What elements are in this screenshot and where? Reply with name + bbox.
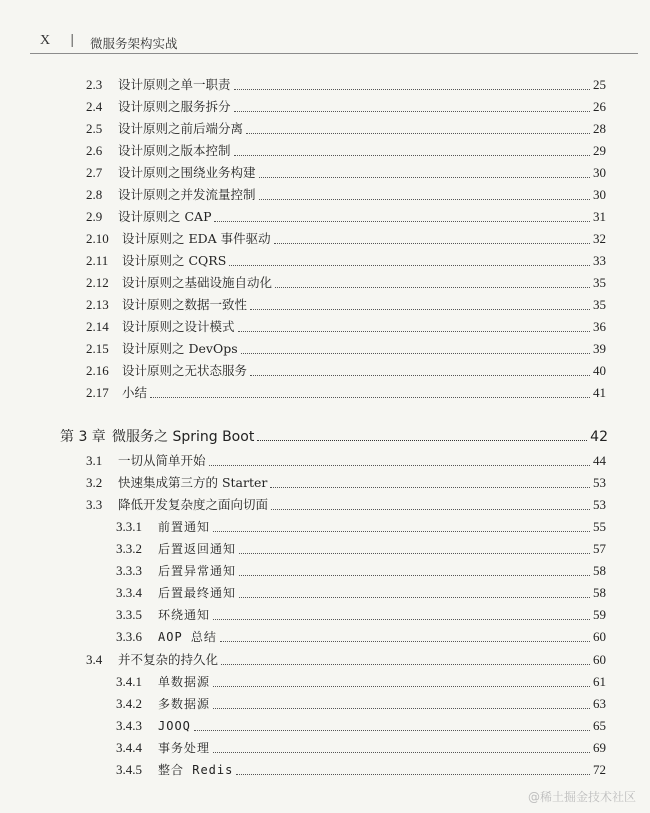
dot-leader: [241, 352, 590, 354]
entry-number: 3.4.3: [116, 718, 142, 733]
entry-page: 32: [593, 231, 606, 246]
entry-title: 并不复杂的持久化: [118, 652, 219, 667]
toc-subentry[interactable]: [116, 605, 606, 625]
dot-leader: [246, 132, 590, 134]
entry-number: 2.4: [86, 99, 103, 114]
toc-entry[interactable]: [86, 273, 606, 293]
toc-entry[interactable]: [86, 75, 606, 95]
entry-title: 后置异常通知: [158, 564, 237, 578]
toc-entry[interactable]: [86, 473, 606, 493]
entry-number: 3.2: [86, 475, 103, 490]
dot-leader: [213, 530, 590, 532]
dot-leader: [250, 374, 590, 376]
toc-entry[interactable]: [86, 495, 606, 515]
header-separator: |: [70, 33, 75, 48]
entry-number: 2.16: [86, 363, 109, 378]
dot-leader: [239, 596, 590, 598]
entry-title: 事务处理: [158, 741, 211, 755]
toc-subentry[interactable]: [116, 694, 606, 714]
dot-leader: [213, 618, 590, 620]
entry-number: 2.12: [86, 275, 109, 290]
dot-leader: [238, 330, 590, 332]
toc-entry[interactable]: [86, 163, 606, 183]
entry-page: 35: [593, 297, 606, 312]
entry-number: 3.3: [86, 497, 103, 512]
dot-leader: [239, 552, 590, 554]
entry-page: 26: [593, 99, 606, 114]
entry-number: 3.3.1: [116, 519, 142, 534]
page-number: X: [40, 33, 51, 48]
entry-page: 39: [593, 341, 606, 356]
entry-number: 3.4: [86, 652, 103, 667]
entry-number: 2.11: [86, 253, 109, 268]
entry-number: 3.3.4: [116, 585, 142, 600]
entry-page: 55: [593, 519, 606, 534]
entry-page: 59: [593, 607, 606, 622]
entry-number: 3.3.2: [116, 541, 142, 556]
dot-leader: [271, 508, 590, 510]
dot-leader: [259, 198, 590, 200]
entry-title: 设计原则之并发流量控制: [118, 187, 256, 202]
chapter-page: 42: [590, 429, 608, 445]
entry-page: 40: [593, 363, 606, 378]
dot-leader: [257, 439, 587, 441]
entry-number: 3.4.2: [116, 696, 142, 711]
toc-entry[interactable]: [86, 119, 606, 139]
dot-leader: [234, 154, 590, 156]
dot-leader: [259, 176, 590, 178]
entry-title: 设计原则之版本控制: [118, 143, 231, 158]
entry-page: 65: [593, 718, 606, 733]
entry-title: 设计原则之前后端分离: [118, 121, 244, 136]
entry-title: 设计原则之 CQRS: [122, 253, 227, 268]
entry-page: 30: [593, 165, 606, 180]
entry-title: 设计原则之围绕业务构建: [118, 165, 256, 180]
toc-entry[interactable]: [86, 185, 606, 205]
entry-number: 2.3: [86, 77, 103, 92]
entry-page: 57: [593, 541, 606, 556]
dot-leader: [274, 242, 590, 244]
dot-leader: [275, 286, 590, 288]
toc-subentry[interactable]: [116, 716, 606, 736]
dot-leader: [239, 574, 590, 576]
entry-title: 设计原则之 DevOps: [122, 341, 238, 356]
toc-entry[interactable]: [86, 383, 606, 403]
toc-subentry[interactable]: [116, 627, 606, 647]
dot-leader: [194, 729, 590, 731]
entry-title: 设计原则之单一职责: [118, 77, 231, 92]
entry-title: 设计原则之服务拆分: [118, 99, 231, 114]
entry-number: 2.14: [86, 319, 109, 334]
entry-number: 2.10: [86, 231, 109, 246]
entry-title: 设计原则之 EDA 事件驱动: [122, 231, 271, 246]
entry-page: 35: [593, 275, 606, 290]
toc-entry[interactable]: [86, 207, 606, 227]
dot-leader: [236, 773, 590, 775]
entry-number: 2.5: [86, 121, 103, 136]
entry-title: 前置通知: [158, 520, 211, 534]
chapter-number: 第 3 章: [60, 429, 106, 445]
entry-number: 3.3.5: [116, 607, 142, 622]
entry-title: 快速集成第三方的 Starter: [118, 475, 268, 490]
toc-subentry[interactable]: [116, 539, 606, 559]
toc-subentry[interactable]: [116, 738, 606, 758]
dot-leader: [250, 308, 590, 310]
entry-number: 3.4.4: [116, 740, 142, 755]
toc-subentry[interactable]: [116, 672, 606, 692]
entry-page: 29: [593, 143, 606, 158]
entry-page: 28: [593, 121, 606, 136]
entry-page: 25: [593, 77, 606, 92]
toc-subentry[interactable]: [116, 517, 606, 537]
entry-title: 多数据源: [158, 697, 211, 711]
toc-entry[interactable]: [86, 141, 606, 161]
toc-chapter-entry[interactable]: [60, 425, 608, 447]
entry-page: 33: [593, 253, 606, 268]
dot-leader: [150, 396, 590, 398]
entry-page: 30: [593, 187, 606, 202]
dot-leader: [234, 110, 590, 112]
entry-title: 后置最终通知: [158, 586, 237, 600]
entry-title: 设计原则之基础设施自动化: [122, 275, 273, 290]
entry-title: 降低开发复杂度之面向切面: [118, 497, 269, 512]
entry-page: 36: [593, 319, 606, 334]
entry-number: 3.3.3: [116, 563, 142, 578]
entry-title: 设计原则之 CAP: [118, 209, 212, 224]
entry-number: 2.13: [86, 297, 109, 312]
entry-page: 61: [593, 674, 606, 689]
toc-subentry[interactable]: [116, 583, 606, 603]
watermark: @稀土掘金技术社区: [527, 790, 636, 804]
dot-leader: [221, 663, 590, 665]
dot-leader: [270, 486, 590, 488]
entry-title: AOP 总结: [158, 630, 217, 644]
entry-page: 69: [593, 740, 606, 755]
dot-leader: [213, 751, 590, 753]
toc-entry[interactable]: [86, 339, 606, 359]
toc-entry[interactable]: [86, 650, 606, 670]
entry-title: 一切从简单开始: [118, 453, 206, 468]
entry-page: 72: [593, 762, 606, 777]
entry-page: 60: [593, 652, 606, 667]
dot-leader: [229, 264, 590, 266]
toc-entry[interactable]: [86, 251, 606, 271]
entry-title: 设计原则之无状态服务: [122, 363, 248, 378]
dot-leader: [234, 88, 590, 90]
chapter-title: 微服务之 Spring Boot: [112, 429, 255, 445]
entry-number: 3.4.5: [116, 762, 142, 777]
entry-number: 3.4.1: [116, 674, 142, 689]
toc-subentry[interactable]: [116, 760, 606, 780]
entry-number: 3.1: [86, 453, 103, 468]
entry-page: 53: [593, 497, 606, 512]
entry-page: 58: [593, 585, 606, 600]
dot-leader: [213, 707, 590, 709]
entry-title: 整合 Redis: [158, 763, 234, 777]
toc-entry[interactable]: [86, 361, 606, 381]
toc-entry[interactable]: [86, 97, 606, 117]
entry-number: 2.6: [86, 143, 103, 158]
dot-leader: [213, 685, 590, 687]
entry-number: 2.9: [86, 209, 103, 224]
entry-page: 60: [593, 629, 606, 644]
entry-number: 2.17: [86, 385, 109, 400]
toc-entry[interactable]: [86, 229, 606, 249]
entry-number: 2.15: [86, 341, 109, 356]
entry-number: 2.7: [86, 165, 103, 180]
entry-number: 3.3.6: [116, 629, 142, 644]
book-title: 微服务架构实战: [90, 36, 178, 51]
dot-leader: [214, 220, 590, 222]
entry-page: 53: [593, 475, 606, 490]
entry-title: JOOQ: [158, 719, 191, 733]
entry-page: 63: [593, 696, 606, 711]
entry-title: 环绕通知: [158, 608, 211, 622]
entry-page: 44: [593, 453, 606, 468]
toc-subentry[interactable]: [116, 561, 606, 581]
entry-number: 2.8: [86, 187, 103, 202]
entry-page: 58: [593, 563, 606, 578]
entry-page: 41: [593, 385, 606, 400]
entry-title: 小结: [122, 385, 148, 400]
entry-title: 设计原则之设计模式: [122, 319, 235, 334]
toc-entry[interactable]: [86, 295, 606, 315]
toc-entry[interactable]: [86, 451, 606, 471]
entry-title: 单数据源: [158, 675, 211, 689]
entry-page: 31: [593, 209, 606, 224]
toc-entry[interactable]: [86, 317, 606, 337]
entry-title: 后置返回通知: [158, 542, 237, 556]
dot-leader: [220, 640, 590, 642]
dot-leader: [209, 464, 590, 466]
entry-title: 设计原则之数据一致性: [122, 297, 248, 312]
